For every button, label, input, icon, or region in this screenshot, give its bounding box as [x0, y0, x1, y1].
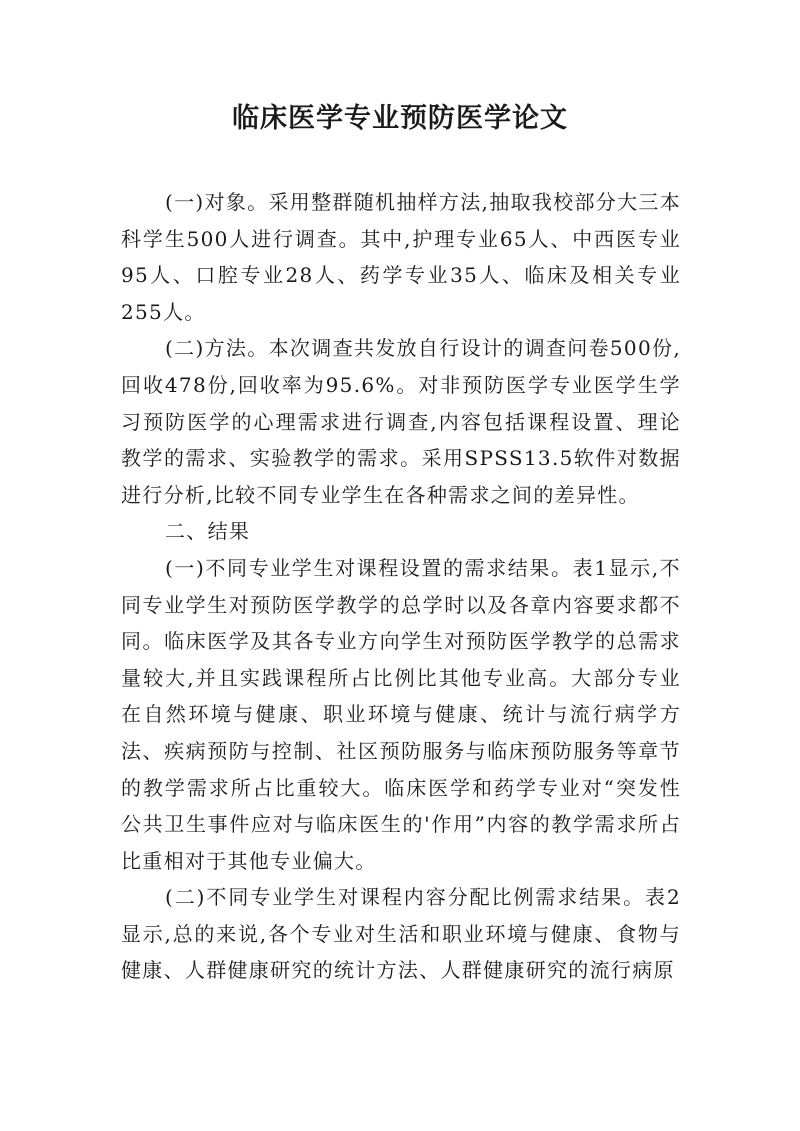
document-title: 临床医学专业预防医学论文: [232, 103, 568, 134]
document-body: [121, 184, 681, 989]
section-heading-results: 二、结果: [165, 519, 251, 544]
paragraph-methods: (二)方法。本次调查共发放自行设计的调查问卷500份,回收478份,回收率为95.6%。对非预防医学专业医学生学习预防医学的心理需求进行调查,内容包括课程设置、理论教学的需求、实验教学的需求。采用SPSS13.5软件对数据进行分析,比较不同专业学生在各种需求之间的差异性。: [121, 336, 681, 507]
paragraph-subjects: (一)对象。采用整群随机抽样方法,抽取我校部分大三本科学生500人进行调查。其中,护理专业65人、中西医专业95人、口腔专业28人、药学专业35人、临床及相关专业255人。: [121, 190, 681, 324]
paragraph-results-content-allocation: (二)不同专业学生对课程内容分配比例需求结果。表2显示,总的来说,各个专业对生活和职业环境与健康、食物与健康、人群健康研究的统计方法、人群健康研究的流行病原: [121, 885, 681, 983]
paragraph-results-course-setting: (一)不同专业学生对课程设置的需求结果。表1显示,不同专业学生对预防医学教学的总学时以及各章内容要求都不同。临床医学及其各专业方向学生对预防医学教学的总需求量较大,并且实践课程所占比例比其他专业高。大部分专业在自然环境与健康、职业环境与健康、统计与流行病学方法、疾病预防与控制、社区预防服务与临床预防服务等章节的教学需求所占比重较大。临床医学和药学专业对“突发性公共卫生事件应对与临床医生的'作用”内容的教学需求所占比重相对于其他专业偏大。: [121, 555, 681, 873]
